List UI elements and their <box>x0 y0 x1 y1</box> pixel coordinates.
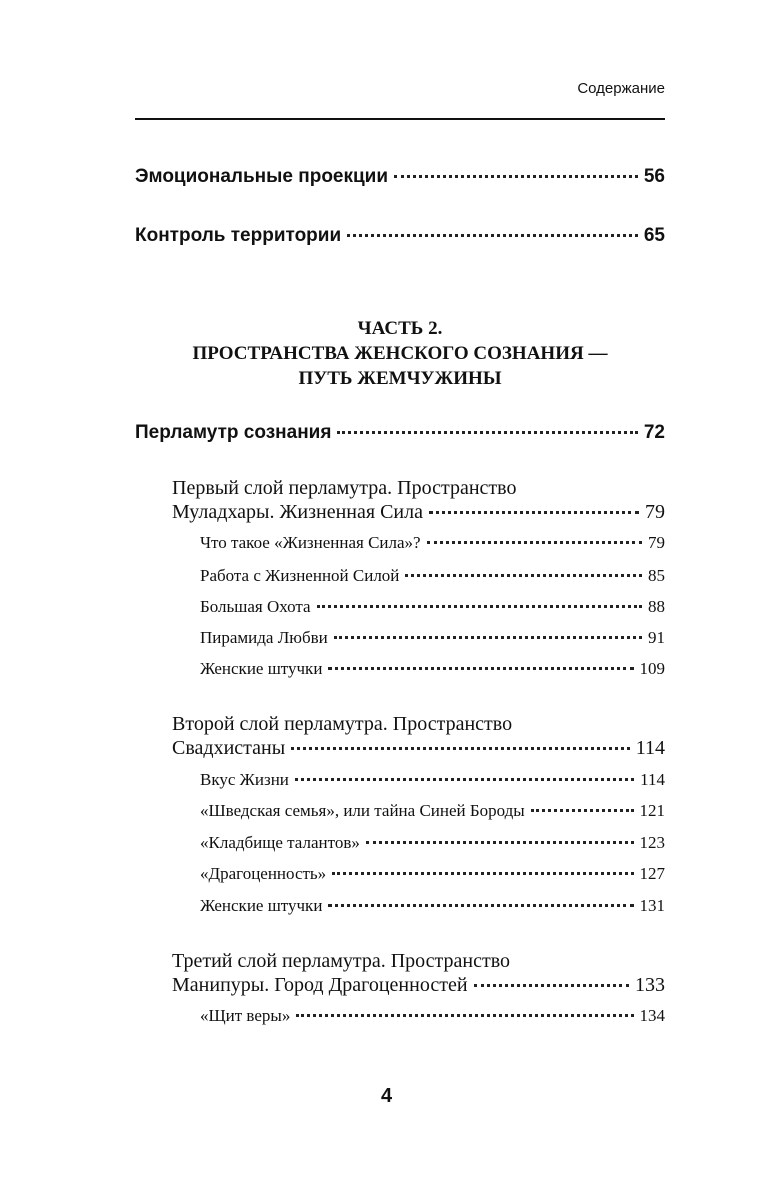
page-number: 4 <box>380 1085 393 1107</box>
toc-entry-page: 114 <box>635 737 665 759</box>
leader-dots <box>531 809 634 812</box>
toc-section-entry[interactable] <box>172 949 665 997</box>
leader-dots <box>405 574 642 577</box>
toc-subentry[interactable] <box>200 1006 665 1026</box>
toc-entry-title: Контроль территории <box>135 225 342 246</box>
toc-entry-title: Работа с Жизненной Силой <box>200 566 400 585</box>
toc-entry-title: Перламутр сознания <box>135 422 332 443</box>
toc-entry-title: Манипуры. Город Драгоценностей <box>172 974 468 996</box>
toc-entry[interactable] <box>135 166 665 188</box>
leader-dots <box>295 778 634 781</box>
toc-entry-page: 72 <box>643 422 665 443</box>
toc-entry-page: 65 <box>643 225 665 246</box>
toc-entry-page: 131 <box>639 896 665 915</box>
toc-entry-title: Пирамида Любви <box>200 628 328 647</box>
toc-entry-page: 133 <box>635 974 665 996</box>
toc-subentry[interactable] <box>200 659 665 679</box>
toc-entry-page: 109 <box>639 659 665 678</box>
toc-subentry[interactable] <box>200 833 665 853</box>
running-head: Содержание <box>577 80 665 97</box>
toc-entry[interactable] <box>135 422 665 444</box>
toc-subentry[interactable] <box>200 770 665 790</box>
toc-entry-title: Свадхистаны <box>172 737 286 759</box>
leader-dots <box>291 747 630 750</box>
toc-entry-page: 134 <box>639 1006 665 1025</box>
toc-entry-title: «Щит веры» <box>200 1006 291 1025</box>
toc-entry-title: Женские штучки <box>200 896 323 915</box>
toc-entry-title: «Кладбище талантов» <box>200 833 360 852</box>
leader-dots <box>317 605 642 608</box>
leader-dots <box>394 175 638 178</box>
leader-dots <box>366 841 634 844</box>
leader-dots <box>332 872 633 875</box>
leader-dots <box>429 511 639 514</box>
toc-entry-page: 79 <box>648 533 665 552</box>
leader-dots <box>427 541 642 544</box>
toc-entry-page: 127 <box>639 864 665 883</box>
toc-entry-title: «Драгоценность» <box>200 864 327 883</box>
leader-dots <box>328 904 633 907</box>
toc-subentry[interactable] <box>200 864 665 884</box>
toc-entry-title: Эмоциональные проекции <box>135 166 389 187</box>
toc-entry-title: Что такое «Жизненная Сила»? <box>200 533 421 552</box>
toc-entry-page: 91 <box>648 628 665 647</box>
toc-entry-page: 85 <box>648 566 665 585</box>
toc-entry-page: 123 <box>639 833 665 852</box>
toc-subentry[interactable] <box>200 566 665 586</box>
toc-subentry[interactable] <box>200 533 665 553</box>
toc-entry[interactable] <box>135 225 665 247</box>
toc-entry-title: Муладхары. Жизненная Сила <box>172 501 423 523</box>
toc-entry-title-line: Третий слой перламутра. Пространство <box>172 950 511 972</box>
toc-entry-page: 88 <box>648 597 665 616</box>
toc-subentry[interactable] <box>200 628 665 648</box>
leader-dots <box>474 984 629 987</box>
toc-entry-title: Вкус Жизни <box>200 770 289 789</box>
leader-dots <box>328 667 633 670</box>
leader-dots <box>337 431 637 434</box>
toc-subentry[interactable] <box>200 801 665 821</box>
header-rule <box>135 118 665 120</box>
toc-subentry[interactable] <box>200 597 665 617</box>
toc-section-entry[interactable] <box>172 712 665 760</box>
leader-dots <box>296 1014 633 1017</box>
toc-subentry[interactable] <box>200 896 665 916</box>
toc-entry-page: 121 <box>639 801 665 820</box>
toc-entry-title-line: Второй слой перламутра. Пространство <box>172 713 513 735</box>
part-heading-line: ЧАСТЬ 2. <box>357 318 443 339</box>
toc-entry-title: «Шведская семья», или тайна Синей Бороды <box>200 801 525 820</box>
toc-entry-page: 56 <box>643 166 665 187</box>
part-heading-line: ПУТЬ ЖЕМЧУЖИНЫ <box>298 368 502 389</box>
leader-dots <box>334 636 642 639</box>
toc-entry-page: 79 <box>645 501 665 523</box>
part-heading-line: ПРОСТРАНСТВА ЖЕНСКОГО СОЗНАНИЯ — <box>192 343 608 364</box>
toc-entry-title: Большая Охота <box>200 597 311 616</box>
toc-entry-title-line: Первый слой перламутра. Пространство <box>172 477 517 499</box>
toc-entry-title: Женские штучки <box>200 659 323 678</box>
leader-dots <box>347 234 638 237</box>
toc-entry-page: 114 <box>640 770 665 789</box>
toc-section-entry[interactable] <box>172 476 665 524</box>
part-heading <box>135 316 665 391</box>
